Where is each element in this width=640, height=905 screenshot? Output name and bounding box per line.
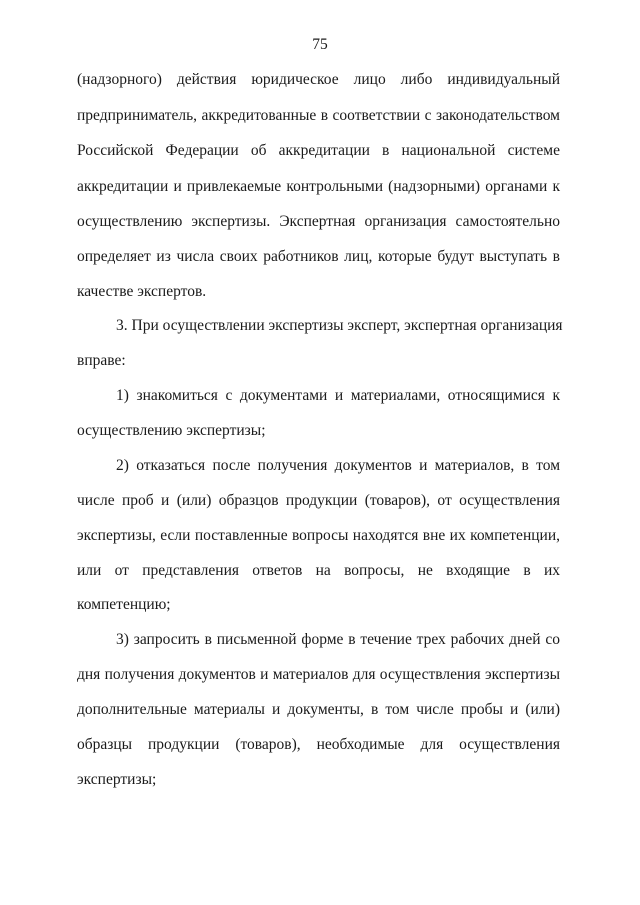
text-line: определяет из числа своих работников лиц, которые будут выступать в bbox=[77, 248, 560, 265]
text-line: или от представления ответов на вопросы, не входящие в их bbox=[77, 562, 560, 579]
text-line: 3. При осуществлении экспертизы эксперт, экспертная организация bbox=[116, 317, 563, 334]
text-line: компетенцию; bbox=[77, 596, 171, 613]
text-line: осуществлению экспертизы; bbox=[77, 422, 266, 439]
text-line: экспертизы, если поставленные вопросы находятся вне их компетенции, bbox=[77, 527, 560, 544]
page-number: 75 bbox=[312, 36, 328, 53]
text-line: Российской Федерации об аккредитации в национальной системе bbox=[77, 142, 560, 159]
text-line: осуществлению экспертизы. Экспертная организация самостоятельно bbox=[77, 213, 560, 230]
text-line: экспертизы; bbox=[77, 771, 157, 788]
text-line: аккредитации и привлекаемые контрольными (надзорными) органами к bbox=[77, 178, 560, 195]
text-line: дня получения документов и материалов для осуществления экспертизы bbox=[77, 666, 560, 683]
text-line: числе проб и (или) образцов продукции (товаров), от осуществления bbox=[77, 492, 560, 509]
text-line: 1) знакомиться с документами и материалами, относящимися к bbox=[116, 387, 560, 404]
text-line: образцы продукции (товаров), необходимые для осуществления bbox=[77, 736, 560, 753]
text-line: (надзорного) действия юридическое лицо либо индивидуальный bbox=[77, 71, 560, 88]
text-line: вправе: bbox=[77, 352, 126, 369]
text-line: дополнительные материалы и документы, в том числе пробы и (или) bbox=[77, 701, 560, 718]
text-line: качестве экспертов. bbox=[77, 283, 207, 300]
text-line: 3) запросить в письменной форме в течение трех рабочих дней со bbox=[116, 631, 560, 648]
text-line: предприниматель, аккредитованные в соответствии с законодательством bbox=[77, 107, 560, 124]
text-line: 2) отказаться после получения документов и материалов, в том bbox=[116, 457, 560, 474]
